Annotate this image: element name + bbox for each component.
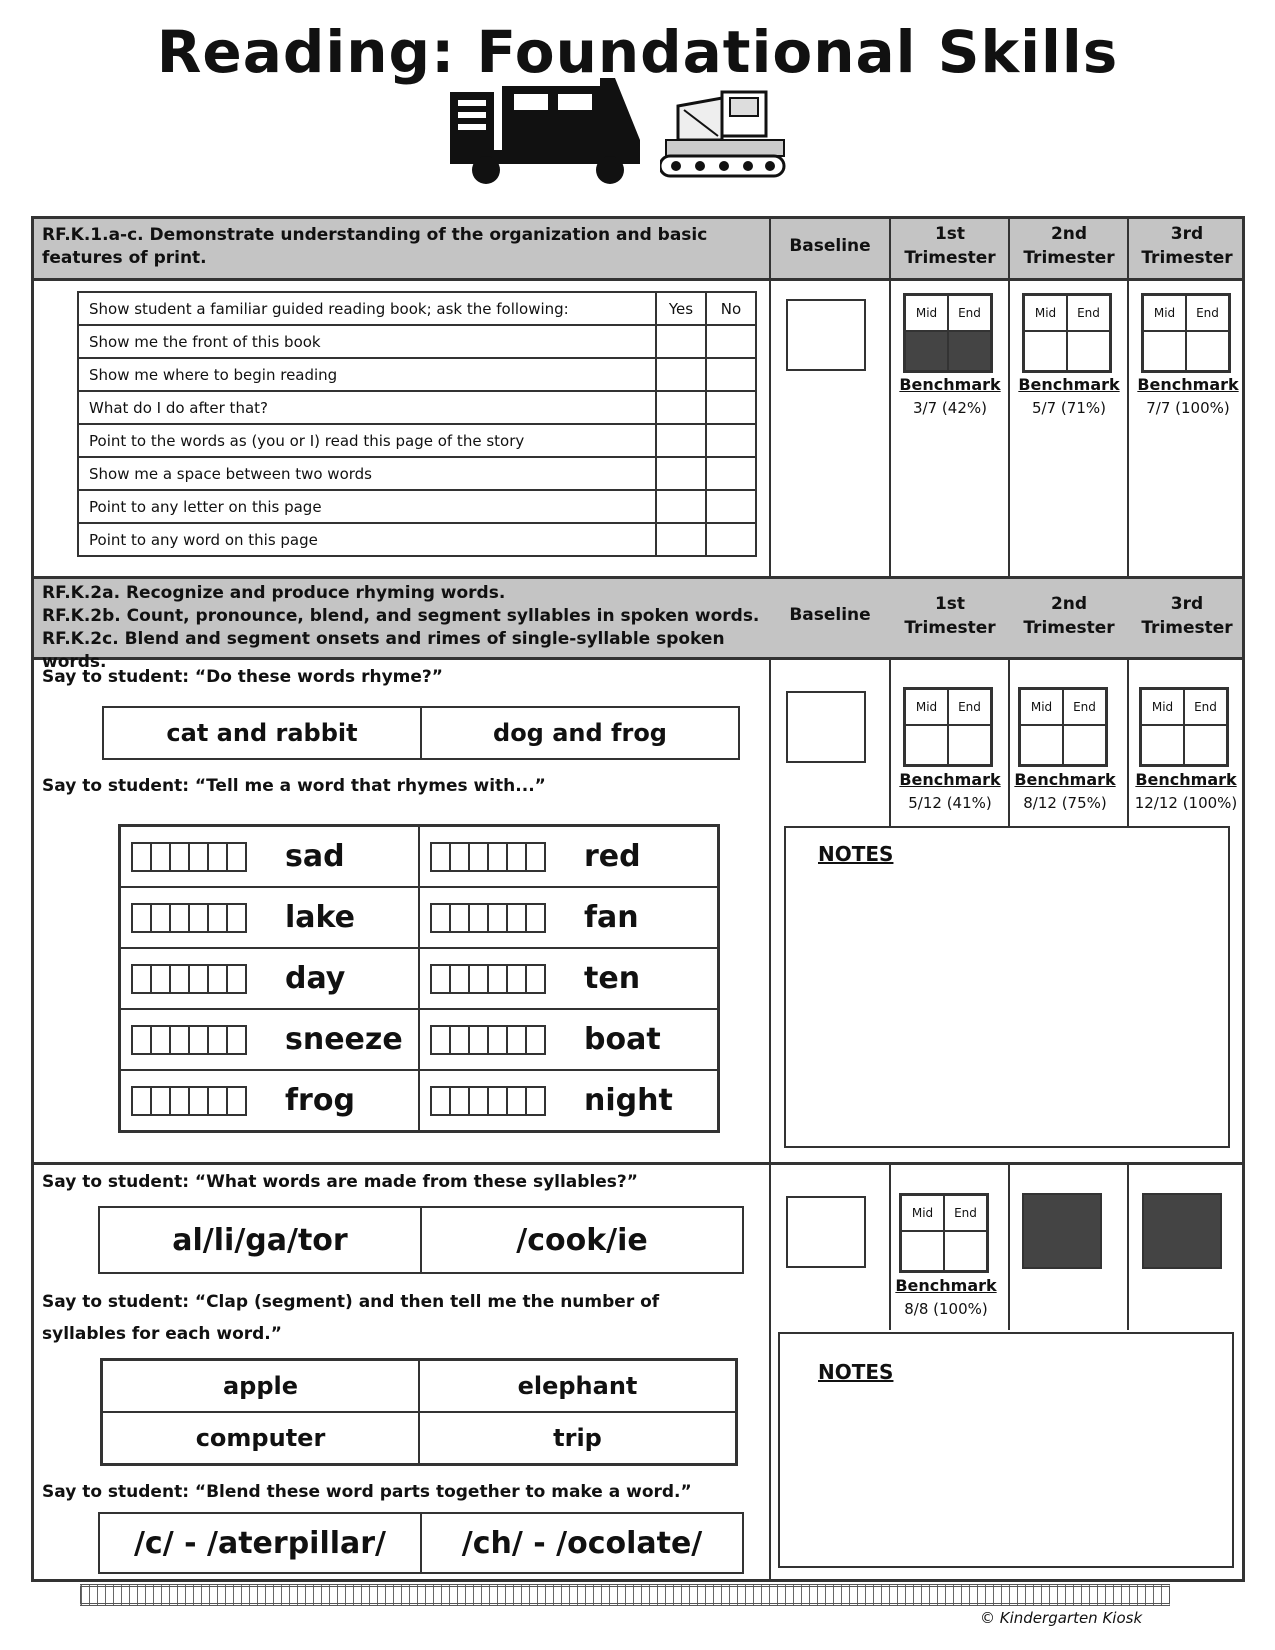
table-row [78,391,756,424]
rhyme-word: fan [584,900,639,935]
rhyme-word-cell [419,1009,718,1070]
checklist-item: Point to any word on this page [78,523,656,556]
rhyme-pairs-box [102,706,740,760]
no-cell[interactable] [706,325,756,358]
syllables-prompt: Say to student: “What words are made from these syllables?” [42,1172,638,1192]
section2-standards [42,582,762,674]
rhyme-pair: dog and frog [420,708,738,758]
rhyme-word: sneeze [285,1022,403,1057]
mid-score-box[interactable] [1020,725,1063,765]
clap-prompt: Say to student: “Clap (segment) and then tell me the number of syllables for each word.” [42,1292,660,1344]
syllable-words-box [98,1206,744,1274]
end-score-box[interactable] [948,725,991,765]
divider [1008,1164,1010,1330]
standard-line: RF.K.2c. Blend and segment onsets and rimes of single-syllable spoken words. [42,629,725,672]
benchmark-value: 8/8 (100%) [904,1300,988,1318]
standard-line: RF.K.2b. Count, pronounce, blend, and segment syllables in spoken words. [42,606,760,626]
mid-score-box[interactable] [901,1231,944,1271]
section2-trimester1-head: 1st Trimester [904,594,996,638]
mid-label: Mid [1143,295,1186,331]
no-cell[interactable] [706,457,756,490]
benchmark-value: 8/12 (75%) [1023,794,1107,812]
yes-cell[interactable] [656,457,706,490]
clap-words-grid [100,1358,738,1466]
checklist-item: Show me where to begin reading [78,358,656,391]
yes-cell[interactable] [656,424,706,457]
divider [769,216,771,1582]
rhyme-word-cell [419,948,718,1009]
copyright: © Kindergarten Kiosk [980,1609,1143,1627]
benchmark-value: 3/7 (42%) [913,399,987,417]
rhyme-word-cell [120,1070,419,1131]
mid-score-box[interactable] [1143,331,1186,371]
divider [31,1162,1245,1165]
rhyme-prompt: Say to student: “Do these words rhyme?” [42,667,443,687]
mid-label: Mid [1020,689,1063,725]
no-cell[interactable] [706,424,756,457]
mid-end-grid [903,687,993,767]
rhyme-words-grid [118,824,720,1133]
blend-word: /ch/ - /ocolate/ [420,1514,742,1572]
mid-label: Mid [1141,689,1184,725]
baseline-score-box[interactable] [786,299,866,371]
tally-boxes[interactable] [430,964,544,994]
mid-score-box[interactable] [905,725,948,765]
baseline-score-box[interactable] [786,691,866,763]
rhyme-word: ten [584,961,641,996]
blend-word: /c/ - /aterpillar/ [133,1525,387,1561]
yes-cell[interactable] [656,523,706,556]
section2-baseline-head: Baseline [789,605,871,625]
section1-trimester2-head: 2nd Trimester [1023,224,1115,268]
clap-word: computer [102,1412,419,1464]
no-cell[interactable] [706,391,756,424]
benchmark-value: 5/12 (41%) [908,794,992,812]
excavator-icon [660,78,790,186]
mid-label: Mid [905,689,948,725]
end-label: End [1067,295,1110,331]
table-row [78,325,756,358]
section1-baseline-head: Baseline [789,236,871,256]
decorative-border-strip [80,1584,1170,1606]
rhyme-word: night [584,1083,673,1118]
benchmark-value: 7/7 (100%) [1146,399,1230,417]
section1-trimester3-head: 3rd Trimester [1141,224,1233,268]
table-row [78,358,756,391]
table-row [78,523,756,556]
no-cell[interactable] [706,523,756,556]
clap-word: trip [419,1412,736,1464]
benchmark-label: Benchmark [899,375,1001,394]
mid-label: Mid [905,295,948,331]
tally-boxes[interactable] [131,1086,245,1116]
benchmark-label: Benchmark [1137,375,1239,394]
yes-column-head: Yes [656,292,706,325]
mid-label: Mid [901,1195,944,1231]
end-label: End [1063,689,1106,725]
end-score-box[interactable] [944,1231,987,1271]
rhyme-word-cell [419,887,718,948]
page-title: Reading: Foundational Skills [156,18,1119,86]
produce-rhyme-prompt: Say to student: “Tell me a word that rhymes with...” [42,776,546,796]
checklist-item: Show me a space between two words [78,457,656,490]
mid-score-box[interactable] [1024,331,1067,371]
notes-box[interactable] [784,826,1230,1148]
rhyme-word-cell [120,826,419,887]
blend-prompt: Say to student: “Blend these word parts together to make a word.” [42,1482,692,1502]
rhyme-word: red [584,839,641,874]
mid-end-grid [1139,687,1229,767]
tally-boxes[interactable] [430,1025,544,1055]
checklist-item: Point to any letter on this page [78,490,656,523]
tally-boxes[interactable] [131,1025,245,1055]
yes-cell[interactable] [656,358,706,391]
clap-word: apple [102,1360,419,1412]
mid-end-grid [1022,293,1112,373]
mid-score-box[interactable] [1141,725,1184,765]
standard-line: RF.K.2a. Recognize and produce rhyming words. [42,583,506,603]
end-score-box[interactable] [1063,725,1106,765]
checklist-prompt: Show student a familiar guided reading book; ask the following: [78,292,656,325]
section2-trimester2-head: 2nd Trimester [1023,594,1115,638]
benchmark-label: Benchmark [1014,770,1116,789]
mid-end-grid [899,1193,989,1273]
table-row [78,490,756,523]
section2-trimester3-head: 3rd Trimester [1141,594,1233,638]
end-label: End [948,689,991,725]
benchmark-label: Benchmark [1018,375,1120,394]
print-concepts-checklist [77,291,757,557]
rhyme-pair: cat and rabbit [166,719,358,747]
section1-trimester1-head: 1st Trimester [904,224,996,268]
checklist-item: Point to the words as (you or I) read this page of the story [78,424,656,457]
notes-label: NOTES [818,842,894,866]
rhyme-word: frog [285,1083,355,1118]
blend-words-box [98,1512,744,1574]
divider [1127,1164,1129,1330]
rhyme-word: sad [285,839,345,874]
checklist-item: Show me the front of this book [78,325,656,358]
no-cell[interactable] [706,490,756,523]
rhyme-word-cell [419,826,718,887]
end-score-box[interactable] [1067,331,1110,371]
end-label: End [1186,295,1229,331]
mid-end-grid [903,293,993,373]
rhyme-word: lake [285,900,356,935]
rhyme-word-cell [419,1070,718,1131]
tally-boxes[interactable] [430,903,544,933]
mid-score-box [905,331,948,371]
yes-cell[interactable] [656,391,706,424]
baseline-score-box[interactable] [786,1196,866,1268]
mid-label: Mid [1024,295,1067,331]
tally-boxes[interactable] [430,842,544,872]
section1-standard: RF.K.1.a-c. Demonstrate understanding of the organization and basic features of print. [42,225,708,268]
end-score-box[interactable] [1184,725,1227,765]
benchmark-label: Benchmark [895,1276,997,1295]
tally-boxes[interactable] [430,1086,544,1116]
rhyme-word: day [285,961,346,996]
yes-cell[interactable] [656,490,706,523]
end-label: End [1184,689,1227,725]
divider [31,278,1245,281]
benchmark-value: 12/12 (100%) [1134,794,1238,812]
shaded-trimester2-box [1022,1193,1102,1269]
table-row [78,457,756,490]
end-score-box [948,331,991,371]
table-row [78,424,756,457]
mid-end-grid [1018,687,1108,767]
dump-truck-icon [450,78,650,186]
syllable-word: al/li/ga/tor [172,1222,348,1258]
shaded-trimester3-box [1142,1193,1222,1269]
benchmark-label: Benchmark [1135,770,1237,789]
end-label: End [944,1195,987,1231]
benchmark-value: 5/7 (71%) [1032,399,1106,417]
no-cell[interactable] [706,358,756,391]
no-column-head: No [706,292,756,325]
table-row [78,292,756,325]
tally-boxes[interactable] [131,964,245,994]
end-label: End [948,295,991,331]
clap-word: elephant [419,1360,736,1412]
mid-end-grid [1141,293,1231,373]
tally-boxes[interactable] [131,903,245,933]
rhyme-word-cell [120,887,419,948]
tally-boxes[interactable] [131,842,245,872]
checklist-item: What do I do after that? [78,391,656,424]
syllable-word: /cook/ie [420,1208,742,1272]
notes-box[interactable] [778,1332,1234,1568]
notes-label: NOTES [818,1360,894,1384]
rhyme-word: boat [584,1022,661,1057]
yes-cell[interactable] [656,325,706,358]
rhyme-word-cell [120,1009,419,1070]
benchmark-label: Benchmark [899,770,1001,789]
rhyme-word-cell [120,948,419,1009]
end-score-box[interactable] [1186,331,1229,371]
